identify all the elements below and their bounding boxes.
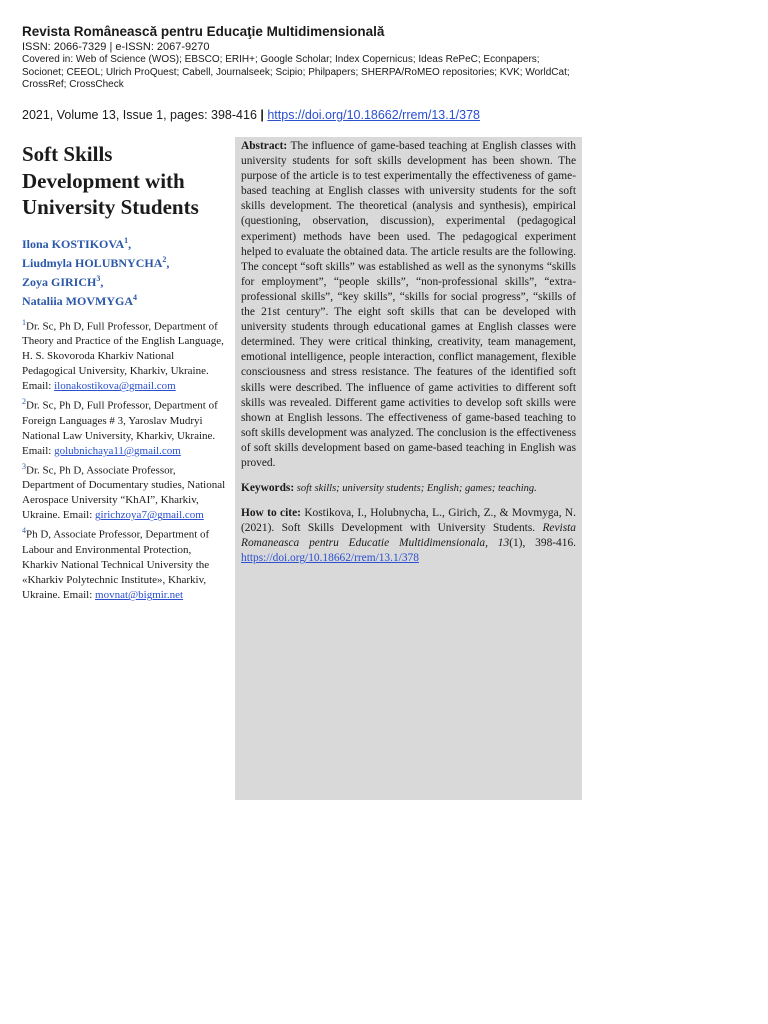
affiliation-1 [22, 315, 230, 395]
affiliation-text: Dr. Sc, Ph D, Associate Professor, Department of Documentary studies, National Aerospace University “KhAI”, Kharkiv, Ukraine. Email: [22, 464, 226, 522]
email-link[interactable]: girichzoya7@gmail.com [95, 509, 204, 522]
author-sup: 2 [162, 254, 167, 264]
keywords [241, 481, 576, 496]
author-sup: 3 [96, 273, 101, 283]
affiliation-sup: 4 [22, 526, 26, 536]
author-sup: 1 [124, 235, 129, 245]
author-3: Zoya GIRICH$^3$, [22, 273, 104, 289]
journal-title: Revista Românească pentru Educaţie Multidimensională [22, 24, 385, 39]
indexing-list: Covered in: Web of Science (WOS); EBSCO; ERIH+; Google Scholar; Index Copernicus; Ideas RePeC; Econpapers; Socionet; CEEOL; Ulrich ProQuest; Cabell, Journalseek; Scipio; Philpapers; SHERPA/RoMEO repositories; KVK; WorldCat; CrossRef; CrossCheck [22, 54, 570, 90]
affiliation-sup: 1 [22, 317, 26, 327]
author-name: Liudmyla HOLUBNYCHA [22, 255, 163, 270]
cite-text: Kostikova, I., Holubnycha, L., Girich, Z., & Movmyga, N. (2021). Soft Skills Development with University Students. [241, 507, 577, 535]
author-name: Ilona KOSTIKOVA [22, 236, 125, 251]
cite-journal: Revista Romaneasca pentru Educatie Multidimensionala, 13 [241, 522, 576, 550]
volume-line [22, 108, 480, 122]
email-link[interactable]: golubnichaya11@gmail.com [54, 444, 181, 457]
article-title: Soft Skills Development with University Students [22, 142, 199, 219]
how-to-cite [241, 506, 576, 566]
author-sup: 4 [132, 292, 137, 302]
email-link[interactable]: ilonakostikova@gmail.com [54, 380, 176, 393]
article-info-column [22, 141, 230, 603]
affiliation-text: Dr. Sc, Ph D, Full Professor, Department of Foreign Languages # 3, Yaroslav Mudryi National Law University, Kharkiv, Ukraine. Email: [22, 399, 218, 457]
author-2: Liudmyla HOLUBNYCHA$^2$, [22, 254, 170, 270]
author-name: Nataliia MOVMYGA [22, 293, 133, 308]
abstract [241, 139, 576, 471]
affiliations [22, 315, 230, 604]
abstract-text: The influence of game-based teaching at English classes with university students for soft skills development has been shown. The purpose of the article is to test experimentally the effectiveness of game-based teaching at English classes with university students for the soft skills development. The theoretical (analysis and synthesis), empirical (questioning, observation, discussion), experimental (pedagogical experiment) methods have been used. The pedagogical experiment helped to evaluate the obtained data. The article results are the following. The concept “soft skills” was established as well as the synonyms “skills for employment”, “people skills”, “non-professional skills”, “extra-professional skills”, “key skills”, “skills for social progress”, “skills of the 21st century”. The eight soft skills that can be developed with university students through educational games at English classes were determined. They were critical thinking, creativity, team management, emotional intelligence, people interaction, conflict management, flexible consciousness and stress resistance. The features of the identified soft skills were described. The influence of game activities to different soft skills was revealed. Different game activities to develop soft skills were shown at English lessons. The effectiveness of game-based teaching to soft skills development was analyzed. The conclusion is the effectiveness of soft skills development based on game-based teaching in English was proved. [241, 140, 576, 469]
abstract-label: Abstract: [241, 140, 288, 152]
author-name: Zoya GIRICH [22, 274, 97, 289]
affiliation-text: Dr. Sc, Ph D, Full Professor, Department of Theory and Practice of the English Language, H. S. Skovoroda Kharkiv National Pedagogical University, Kharkiv, Ukraine. Email: [22, 320, 224, 393]
issn-line: ISSN: 2066-7329 | e-ISSN: 2067-9270 [22, 41, 210, 53]
author-1: Ilona KOSTIKOVA$^1$, [22, 235, 132, 251]
affiliation-text: Ph D, Associate Professor, Department of Labour and Environmental Protection, Kharkiv National Technical University the «Kharkiv Polytechnic Institute», Kharkiv, Ukraine. Email: [22, 529, 210, 602]
affiliation-2 [22, 394, 230, 459]
affiliation-sup: 3 [22, 461, 26, 471]
affiliation-sup: 2 [22, 397, 26, 407]
journal-header [22, 24, 582, 92]
doi-link[interactable]: https://doi.org/10.18662/rrem/13.1/378 [267, 108, 480, 122]
keywords-text: soft skills; university students; English; games; teaching. [294, 483, 537, 495]
cite-label: How to cite: [241, 507, 301, 520]
email-link[interactable]: movnat@bigmir.net [95, 589, 184, 602]
cite-doi-link[interactable]: https://doi.org/10.18662/rrem/13.1/378 [241, 552, 419, 565]
keywords-label: Keywords: [241, 482, 295, 495]
abstract-panel [235, 137, 582, 800]
affiliation-4 [22, 523, 230, 603]
separator: | [256, 108, 268, 122]
affiliation-3 [22, 459, 230, 524]
author-4 [22, 290, 230, 309]
volume-info: 2021, Volume 13, Issue 1, pages: 398-416 [22, 108, 257, 122]
cite-issue: (1), 398-416. [509, 537, 576, 550]
